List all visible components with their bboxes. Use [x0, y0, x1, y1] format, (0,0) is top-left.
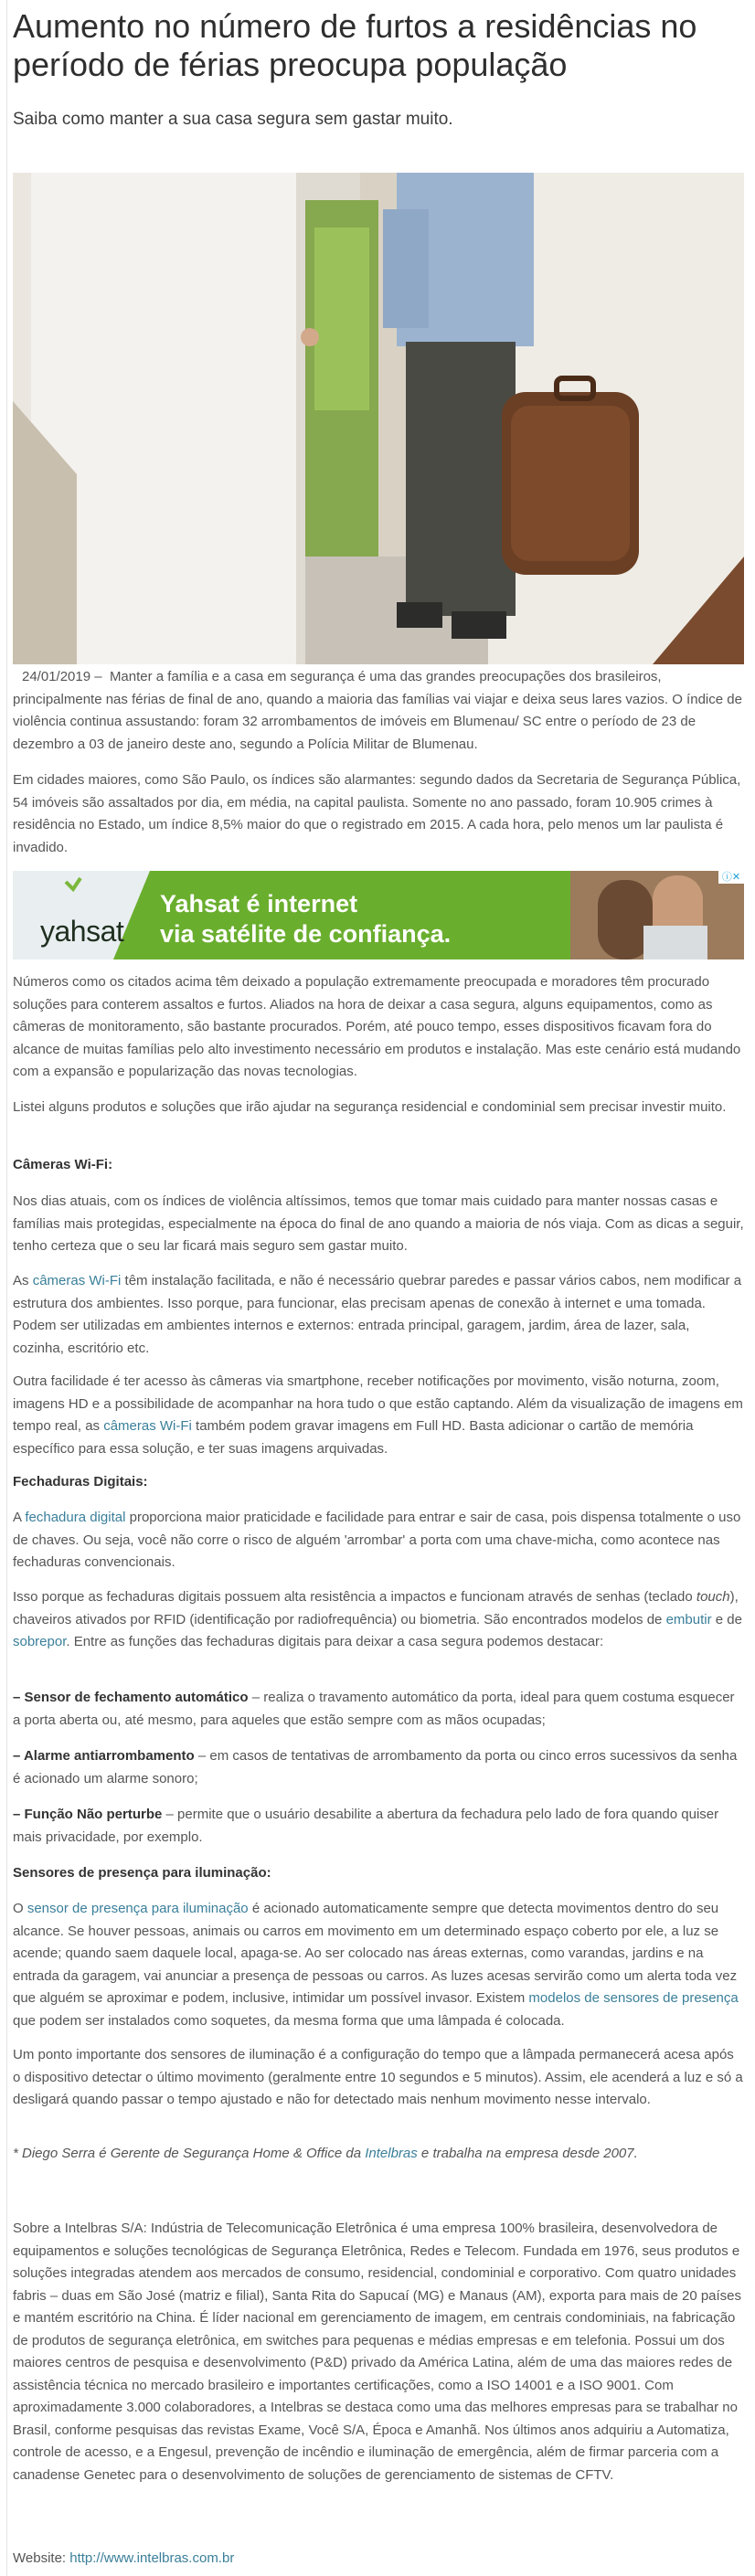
- paragraph-sensores-2: Um ponto importante dos sensores de iluminação é a configuração do tempo que a lâmpada permanecerá acesa após o dispositivo detectar o último movimento (geralmente entre 10 segundos e 5 minutos). Assim, ele acenderá a luz e só a desligará quando passar o tempo ajustado e não for detectado mais nenhum movimento nesse intervalo.: [13, 2047, 743, 2107]
- left-border: [6, 0, 7, 2576]
- paragraph-cameras-2: As câmeras Wi-Fi têm instalação facilitada, e não é necessário quebrar paredes e passar vários cabos, nem modificar a estrutura dos ambientes. Isso porque, para funcionar, elas precisam apenas de conexão à internet e uma tomada. Podem ser utilizadas em ambientes internos e externos: entrada principal, garagem, jardim, área de lazer, sala, cozinha, escritório etc.: [13, 1273, 742, 1356]
- bullet-sensor-fechamento: – Sensor de fechamento automático – realiza o travamento automático da porta, ideal para quem costuma esquecer a porta aberta ou, até mesmo, para aqueles que estão sempre com as mãos ocupadas;: [13, 1690, 735, 1728]
- link-cameras-wifi[interactable]: câmeras Wi-Fi: [32, 1273, 122, 1288]
- heading-fechaduras: Fechaduras Digitais:: [13, 1474, 148, 1489]
- paragraph-sao-paulo: Em cidades maiores, como São Paulo, os índices são alarmantes: segundo dados da Secretaria de Segurança Pública, 54 imóveis são assaltados por dia, em média, na capital paulista. Somente no ano passado, foram 10.905 crimes à residência no Estado, um índice 8,5% maior do que o registrado em 2015. A cada hora, pelo menos um lar paulista é invadido.: [13, 772, 741, 855]
- heading-sensores: Sensores de presença para iluminação:: [13, 1865, 271, 1881]
- intro-paragraph: 24/01/2019 – Manter a família e a casa em segurança é uma das grandes preocupações dos brasileiros, principalmente nas férias de final de ano, quando a maioria das famílias vai viajar e deixa seus lares vazios. O índice de violência continua assustando: foram 32 arrombamentos de imóveis em Blumenau/ SC entre o período de 23 de dezembro a 03 de janeiro deste ano, segundo a Polícia Militar de Blumenau.: [13, 669, 742, 752]
- paragraph-fechaduras-1: A fechadura digital proporciona maior praticidade e facilidade para entrar e sair de casa, pois dispensa totalmente o uso de chaves. Ou seja, você não corre o risco de alguém 'arrombar' a porta com uma chave-micha, como acontece nas fechaduras convencionais.: [13, 1510, 741, 1570]
- author-note: * Diego Serra é Gerente de Segurança Home & Office da Intelbras e trabalha na empresa desde 2007.: [13, 2146, 638, 2161]
- about-intelbras: Sobre a Intelbras S/A: Indústria de Telecomunicação Eletrônica é uma empresa 100% brasileira, desenvolvedora de equipamentos e soluções tecnológicas de Segurança Eletrônica, Redes e Telecom. Fundada em 1976, seus produtos e soluções integradas atendem aos mercados de consumo, residencial, condominial e corporativo. Com quatro unidades fabris – duas em São José (matriz e filial), Santa Rita do Sapucaí (MG) e Manaus (AM), exporta para mais de 20 países e mantém escritório na China. É líder nacional em gerenciamento de imagem, em centrais condominiais, na fabricação de produtos de segurança eletrônica, em switches para pequenas e médias empresas e em telefonia. Possui um dos maiores centros de pesquisa e desenvolvimento (P&D) privado da América Latina, além de uma das maiores redes de assistência técnica no mercado brasileiro e importantes certificações, como a ISO 14001 e a ISO 9001. Com aproximadamente 3.000 colaboradores, a Intelbras se destaca como uma das melhores empresas para se trabalhar no Brasil, conforme pesquisas das revistas Exame, Você S/A, Época e Amanhã. Nos últimos anos adquiriu a Automatiza, controle de acesso, e a Engesul, prevenção de incêndio e iluminação de emergência, além de firmar parceria com a canadense Genetec para o desenvolvimento de soluções de gerenciamento de sistemas de CFTV.: [13, 2221, 742, 2483]
- paragraph-cameras-1: Nos dias atuais, com os índices de violência altíssimos, temos que tomar mais cuidado para manter nossas casas e famílias mais protegidas, especialmente na época do final de ano quando a maioria de nós viaja. Com as dicas a seguir, tenho certeza que o seu lar ficará mais seguro sem gastar muito.: [13, 1193, 744, 1254]
- link-embutir[interactable]: embutir: [665, 1611, 712, 1627]
- adchoices-icon[interactable]: ⓘ✕: [718, 871, 744, 884]
- person-leaving-house-illustration: [13, 173, 744, 664]
- link-sobrepor[interactable]: sobrepor: [13, 1634, 67, 1649]
- paragraph-numbers: Números como os citados acima têm deixado a população extremamente preocupada e moradores têm procurado soluções para conterem assaltos e furtos. Aliados na hora de deixar a casa segura, alguns equipamentos, como as câmeras de monitoramento, são bastante procurados. Porém, até pouco tempo, esses dispositivos ficavam fora do alcance de muitas famílias pelo alto investimento necessário em produtos e instalação. Mas este cenário está mudando com a expansão e popularização das novas tecnologias.: [13, 974, 741, 1079]
- ad-headline: Yahsat é internet via satélite de confiança.: [160, 890, 452, 948]
- article-title: Aumento no número de furtos a residências no período de férias preocupa população: [13, 7, 697, 83]
- link-intelbras[interactable]: Intelbras: [365, 2146, 418, 2161]
- paragraph-sensores-1: O sensor de presença para iluminação é acionado automaticamente sempre que detecta movimentos dentro do seu alcance. Se houver pessoas, animais ou carros em movimento em um determinado espaço coberto por ele, a luz se acende; quando saem daquele local, apaga-se. Ao ser colocado nas áreas externas, como varandas, jardins e na entrada da garagem, vai anunciar a presença de pessoas ou carros. As luzes acesas servirão como um alerta toda vez que alguém se aproximar e podem, inclusive, intimidar um possível invasor. Existem modelos de sensores de presença que podem ser instalados como soquetes, da mesma forma que uma lâmpada é colocada.: [13, 1901, 739, 2029]
- ad-brand-logo: yahsat: [40, 915, 124, 948]
- link-website[interactable]: http://www.intelbras.com.br: [69, 2550, 235, 2566]
- link-cameras-wifi-2[interactable]: câmeras Wi-Fi: [103, 1418, 192, 1434]
- bullet-alarme: – Alarme antiarrombamento – em casos de tentativas de arrombamento da porta ou cinco erros sucessivos da senha é acionado um alarme sonoro;: [13, 1748, 738, 1786]
- paragraph-fechaduras-2: Isso porque as fechaduras digitais possuem alta resistência a impactos e funcionam através de senhas (teclado touch), chaveiros ativados por RFID (identificação por radiofrequência) ou biometria. São encontrados modelos de embutir e de sobrepor. Entre as funções das fechaduras digitais para deixar a casa segura podemos destacar:: [13, 1589, 742, 1649]
- website-line: Website: http://www.intelbras.com.br: [13, 2550, 235, 2566]
- ad-banner[interactable]: [13, 871, 744, 959]
- article-date: 24/01/2019 –: [22, 669, 102, 684]
- link-modelos-sensores[interactable]: modelos de sensores de presença: [528, 1990, 739, 2006]
- link-fechadura-digital[interactable]: fechadura digital: [25, 1510, 126, 1525]
- article-subtitle: Saiba como manter a sua casa segura sem gastar muito.: [13, 110, 453, 129]
- paragraph-products: Listei alguns produtos e soluções que irão ajudar na segurança residencial e condominial sem precisar investir muito.: [13, 1099, 727, 1115]
- bullet-nao-perturbe: – Função Não perturbe – permite que o usuário desabilite a abertura da fechadura pelo lado de fora quando quiser mais privacidade, por exemplo.: [13, 1807, 719, 1845]
- link-sensor-presenca[interactable]: sensor de presença para iluminação: [27, 1901, 249, 1916]
- heading-cameras: Câmeras Wi-Fi:: [13, 1157, 113, 1172]
- hero-image: [13, 173, 744, 664]
- paragraph-cameras-3: Outra facilidade é ter acesso às câmeras via smartphone, receber notificações por movimento, visão noturna, zoom, imagens HD e a possibilidade de acompanhar na hora tudo o que estão captando. Além da visualização de imagens em tempo real, as câmeras Wi-Fi também podem gravar imagens em Full HD. Basta adicionar o cartão de memória específico para essa solução, e ter suas imagens arquivadas.: [13, 1373, 743, 1457]
